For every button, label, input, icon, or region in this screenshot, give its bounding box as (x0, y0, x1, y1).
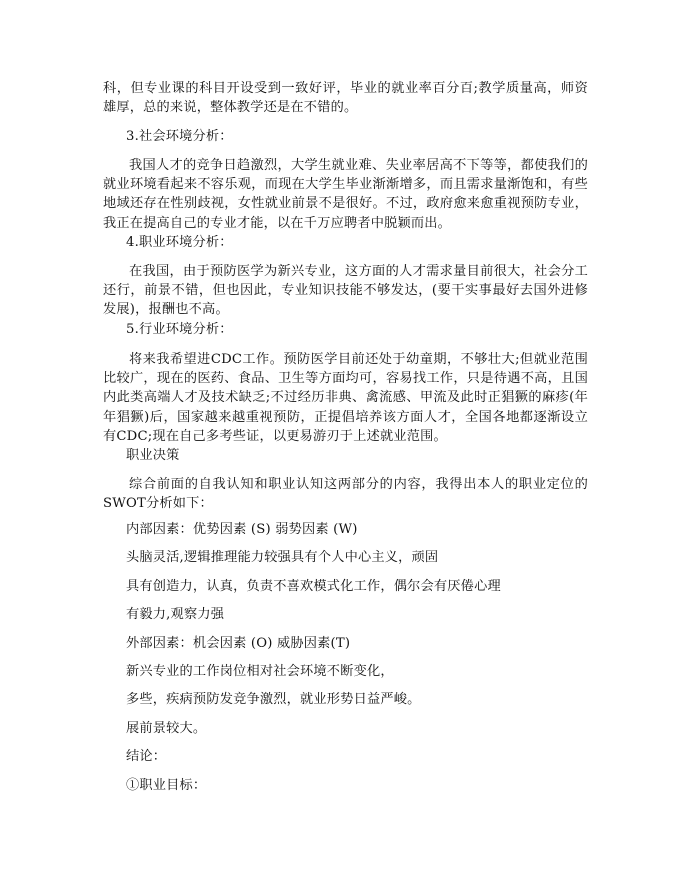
heading-conclusion: 结论： (126, 749, 167, 764)
swot-line-2: 具有创造力，认真，负责不喜欢模式化工作，偶尔会有厌倦心理 (126, 579, 501, 594)
swot-line-6: 展前景较大。 (126, 721, 207, 736)
paragraph-career-environment: 在我国，由于预防医学为新兴专业，这方面的人才需求量目前很大，社会分工还行，前景不错，但也因此，专业知识技能不够发达，(要干实事最好去国外进修发展)，报酬也不高。 (103, 264, 588, 318)
swot-internal-factors: 内部因素：优势因素 (S) 弱势因素 (W) (126, 522, 358, 537)
heading-industry-environment: 5.行业环境分析： (126, 322, 233, 337)
paragraph-industry-environment: 将来我希望进CDC工作。预防医学目前还处于幼童期，不够壮大;但就业范围比较广，现在的医药、食品、卫生等方面均可，容易找工作，只是待遇不高，且国内此类高端人才及技术缺乏;不过经历非典、禽流感、甲流及此时正猖獗的麻疹(年年猖獗)后，国家越来越重视预防，正提倡培养该方面人才，全国各地都逐渐设立有CDC;现在自己多考些证，以更易游刃于上述就业范围。 (103, 352, 588, 444)
paragraph-swot-intro: 综合前面的自我认知和职业认知这两部分的内容，我得出本人的职业定位的SWOT分析如下： (103, 477, 588, 512)
swot-line-3: 有毅力,观察力强 (126, 607, 225, 622)
swot-line-5: 多些，疾病预防发竞争激烈，就业形势日益严峻。 (126, 692, 421, 707)
heading-career-environment: 4.职业环境分析： (126, 235, 233, 250)
swot-line-1: 头脑灵活,逻辑推理能力较强具有个人中心主义，顽固 (126, 550, 439, 565)
heading-social-environment: 3.社会环境分析： (126, 129, 233, 144)
career-goal-item: ①职业目标： (126, 778, 207, 793)
paragraph-social-environment: 我国人才的竞争日趋激烈，大学生就业难、失业率居高不下等等，都使我们的就业环境看起来不容乐观，而现在大学生毕业渐渐增多，而且需求量渐饱和，有些地域还存在性别歧视，女性就业前景不是很好。不过，政府愈来愈重视预防专业，我正在提高自己的专业才能，以在千万应聘者中脱颖而出。 (103, 158, 588, 231)
heading-career-decision: 职业决策 (126, 448, 180, 463)
swot-line-4: 新兴专业的工作岗位相对社会环境不断变化， (126, 664, 394, 679)
paragraph-teaching-summary: 科，但专业课的科目开设受到一致好评，毕业的就业率百分百;教学质量高，师资雄厚，总的来说，整体教学还是在不错的。 (103, 81, 588, 116)
swot-external-factors: 外部因素：机会因素 (O) 威胁因素(T) (126, 636, 351, 651)
